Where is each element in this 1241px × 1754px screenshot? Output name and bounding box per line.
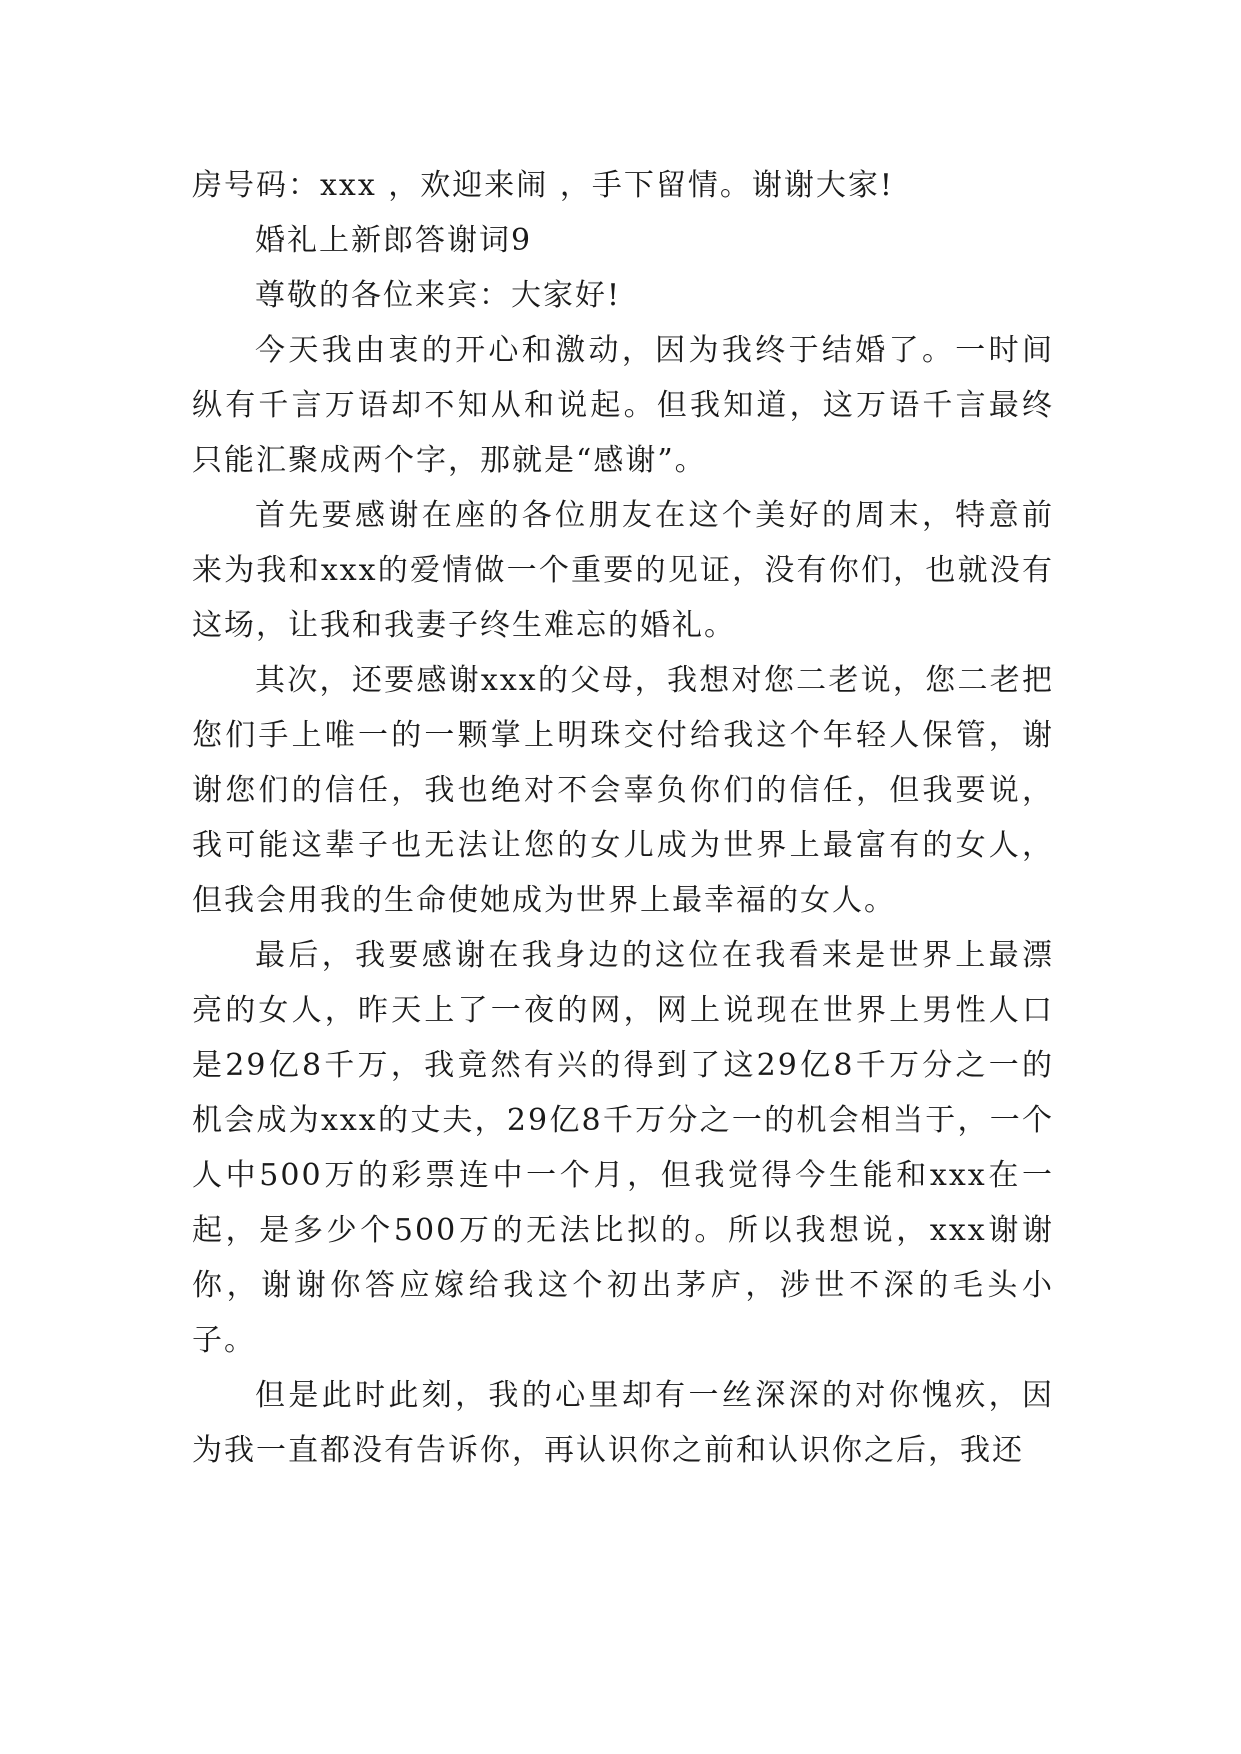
document-page xyxy=(192,158,1054,1478)
section-heading: 婚礼上新郎答谢词9 xyxy=(255,223,533,258)
paragraph-opening: 今天我由衷的开心和激动，因为我终于结婚了。一时间纵有千言万语却不知从和说起。但我知道，这万语千言最终只能汇聚成两个字，那就是“感谢”。 xyxy=(192,333,1054,478)
paragraph-thanks-parents: 其次，还要感谢xxx的父母，我想对您二老说，您二老把您们手上唯一的一颗掌上明珠交付给我这个年轻人保管，谢谢您们的信任，我也绝对不会辜负你们的信任，但我要说，我可能这辈子也无法让您的女儿成为世界上最富有的女人，但我会用我的生命使她成为世界上最幸福的女人。 xyxy=(192,663,1054,918)
paragraph-thanks-friends: 首先要感谢在座的各位朋友在这个美好的周末，特意前来为我和xxx的爱情做一个重要的见证，没有你们，也就没有这场，让我和我妻子终生难忘的婚礼。 xyxy=(192,498,1054,643)
paragraph-thanks-wife: 最后，我要感谢在我身边的这位在我看来是世界上最漂亮的女人，昨天上了一夜的网，网上说现在世界上男性人口是29亿8千万，我竟然有兴的得到了这29亿8千万分之一的机会成为xxx的丈夫，29亿8千万分之一的机会相当于，一个人中500万的彩票连中一个月，但我觉得今生能和xxx在一起，是多少个500万的无法比拟的。所以我想说，xxx谢谢你，谢谢你答应嫁给我这个初出茅庐，涉世不深的毛头小子。 xyxy=(192,938,1054,1358)
paragraph-apology: 但是此时此刻，我的心里却有一丝深深的对你愧疚，因为我一直都没有告诉你，再认识你之前和认识你之后，我还 xyxy=(192,1378,1054,1468)
paragraph-greeting: 尊敬的各位来宾：大家好! xyxy=(255,278,622,313)
paragraph-room-number: 房号码：xxx ，欢迎来闹 ，手下留情。谢谢大家! xyxy=(192,168,894,203)
